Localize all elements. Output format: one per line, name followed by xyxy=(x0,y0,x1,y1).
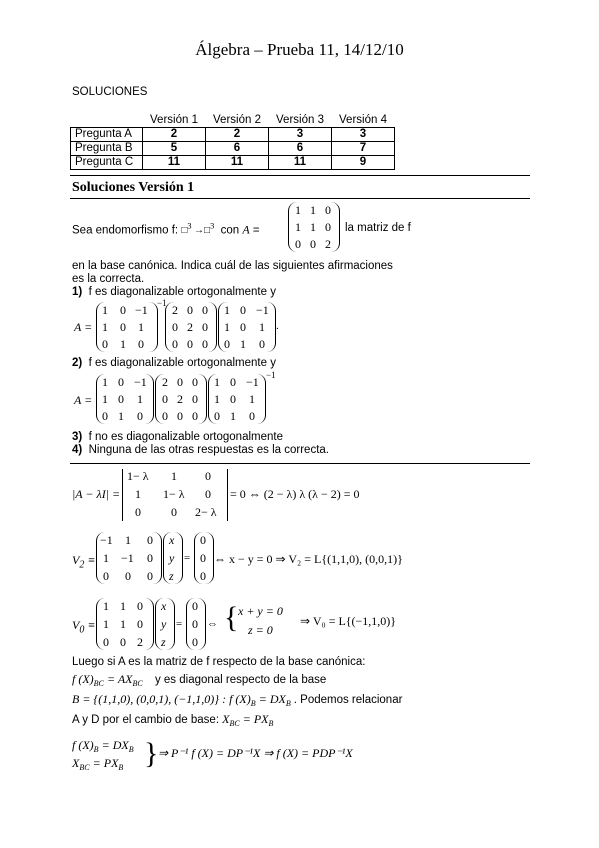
problem-intro-con: con xyxy=(220,224,240,237)
table-cell: 11 xyxy=(206,156,269,170)
system-eq-1: x + y = 0 xyxy=(238,604,283,618)
closing-brace: } xyxy=(144,737,159,770)
eigenspace-label: $V_2$ ≡ xyxy=(72,553,96,571)
equals: = xyxy=(184,552,191,564)
option-text: f no es diagonalizable ortogonalmente xyxy=(88,431,283,443)
table-cell: 5 xyxy=(143,142,206,156)
option-3 xyxy=(72,431,283,443)
v0-result: ⇒ V₀ = L{(−1,1,0)} xyxy=(300,614,397,628)
row-label: Pregunta A xyxy=(71,128,143,142)
formula: f (X) xyxy=(72,738,94,752)
inverse-exponent: −1 xyxy=(157,298,167,308)
row-label: Pregunta B xyxy=(71,142,143,156)
final-derivation: ⇒ P⁻¹ f (X) = DP⁻¹X ⇒ f (X) = PDP⁻¹X xyxy=(158,746,353,760)
matrix-p: 1 0 −1 1 0 1 0 1 0 xyxy=(96,374,154,424)
table-row xyxy=(71,156,395,170)
section-title: Soluciones Versión 1 xyxy=(72,180,195,195)
matrix-p: 1 0 −1 1 0 1 0 1 0 xyxy=(218,302,276,352)
matrix-name: A xyxy=(242,222,250,237)
zero-vector: 0 0 0 xyxy=(186,598,206,650)
vector-xyz: x y z xyxy=(155,598,175,650)
matrix-p: 1 0 −1 1 0 1 0 1 0 xyxy=(208,374,266,424)
explanation-line3 xyxy=(72,692,542,708)
divider xyxy=(70,463,530,464)
table-cell: 2 xyxy=(206,128,269,142)
divider xyxy=(70,175,530,176)
formula: X xyxy=(72,756,80,770)
problem-intro-text: Sea endomorfismo f: xyxy=(72,224,179,237)
formula: = PX xyxy=(92,756,119,770)
table-row xyxy=(71,128,395,142)
determinant-label: |A − λI| = xyxy=(72,487,121,501)
table-cell: 11 xyxy=(269,156,332,170)
option-2 xyxy=(72,357,276,369)
matrix-d: 2 0 0 0 2 0 0 0 0 xyxy=(155,374,207,424)
inverse-exponent: −1 xyxy=(266,370,276,380)
eigenspace-label: $V_0$ ≡ xyxy=(72,618,96,636)
formula: = DX xyxy=(258,692,286,706)
option-text: f es diagonalizable ortogonalmente y xyxy=(88,357,276,369)
matrix-a-minus-2i: −1 1 0 1 −1 0 0 0 0 xyxy=(96,532,162,584)
table-cell: 7 xyxy=(332,142,395,156)
final-line-1 xyxy=(72,738,134,754)
column-header: Versión 1 xyxy=(150,114,198,126)
option-number: 3) xyxy=(72,431,83,443)
matrix-a: 1 1 0 1 1 0 0 0 2 xyxy=(96,598,154,650)
charpoly-equation: = 0 ⇔ (2 − λ) λ (λ − 2) = 0 xyxy=(230,487,360,501)
formula: f (X) xyxy=(72,672,94,686)
matrix-d: 2 0 0 0 2 0 0 0 0 xyxy=(165,302,217,352)
equivalence: ⇔ xyxy=(207,618,218,630)
table-cell: 6 xyxy=(269,142,332,156)
divider xyxy=(70,198,530,199)
column-header: Versión 4 xyxy=(339,114,387,126)
problem-intro: Sea endomorfismo f: □$^3$ →□$^3$ con A = xyxy=(72,222,260,237)
explanation-line2 xyxy=(72,672,532,688)
problem-line2: en la base canónica. Indica cuál de las siguientes afirmaciones xyxy=(72,260,393,272)
explanation-text: A y D por el cambio de base: xyxy=(72,714,220,726)
table-cell: 11 xyxy=(143,156,206,170)
option-text: f es diagonalizable ortogonalmente y xyxy=(88,286,276,298)
answer-table xyxy=(70,114,395,170)
subscript: B xyxy=(285,699,291,709)
v2-result: ⇔ x − y = 0 ⇒ V₂ = L{(1,1,0), (0,0,1)} xyxy=(214,552,403,566)
map-symbol: □$^3$ →□$^3$ xyxy=(181,222,215,237)
subscript: B xyxy=(128,745,134,755)
subscript: B xyxy=(268,719,274,729)
formula: = DX xyxy=(101,738,129,752)
brace: { xyxy=(224,601,239,634)
final-line-2 xyxy=(72,756,123,772)
problem-line3: es la correcta. xyxy=(72,273,145,285)
formula: X xyxy=(222,712,230,726)
vector-xyz: x y z xyxy=(163,532,183,584)
page-title: Álgebra – Prueba 11, 14/12/10 xyxy=(195,40,404,59)
explanation-text: . Podemos relacionar xyxy=(293,694,403,706)
solutions-label: SOLUCIONES xyxy=(72,86,148,98)
subscript: BC xyxy=(79,763,90,773)
formula: = PX xyxy=(242,712,269,726)
explanation-line1: Luego si A es la matriz de f respecto de la base canónica: xyxy=(72,656,366,668)
problem-intro-end: la matriz de f xyxy=(345,222,411,234)
subscript: BC xyxy=(93,679,104,689)
table-cell: 9 xyxy=(332,156,395,170)
subscript: B xyxy=(93,745,99,755)
system-eq-2: z = 0 xyxy=(248,623,273,637)
subscript: B xyxy=(118,763,124,773)
column-header: Versión 2 xyxy=(213,114,261,126)
formula: = AX xyxy=(106,672,133,686)
matrix-a: 1 1 0 1 1 0 0 0 2 xyxy=(288,202,340,252)
explanation-line4 xyxy=(72,712,273,728)
determinant-matrix: 1− λ 1 0 1 1− λ 0 0 0 2− λ xyxy=(122,469,228,521)
option-number: 4) xyxy=(72,444,83,456)
matrix-label: A = xyxy=(74,393,93,407)
subscript: B xyxy=(250,699,256,709)
option-4 xyxy=(72,444,329,456)
table-cell: 6 xyxy=(206,142,269,156)
equals: = xyxy=(176,618,183,630)
table-row xyxy=(71,142,395,156)
explanation-text: y es diagonal respecto de la base xyxy=(154,674,327,686)
zero-vector: 0 0 0 xyxy=(194,532,214,584)
matrix-label: A = xyxy=(74,320,93,334)
option-1 xyxy=(72,286,276,298)
option-number: 2) xyxy=(72,357,83,369)
table-cell: 3 xyxy=(332,128,395,142)
table-cell: 3 xyxy=(269,128,332,142)
subscript: BC xyxy=(229,719,240,729)
column-header: Versión 3 xyxy=(276,114,324,126)
table-cell: 2 xyxy=(143,128,206,142)
period: . xyxy=(276,320,279,332)
answer-table-header xyxy=(71,114,395,128)
row-label: Pregunta C xyxy=(71,156,143,170)
matrix-p: 1 0 −1 1 0 1 0 1 0 xyxy=(96,302,158,352)
subscript: BC xyxy=(132,679,143,689)
formula: B = {(1,1,0), (0,0,1), (−1,1,0)} : f (X) xyxy=(72,692,251,706)
option-number: 1) xyxy=(72,286,83,298)
option-text: Ninguna de las otras respuestas es la correcta. xyxy=(88,444,329,456)
